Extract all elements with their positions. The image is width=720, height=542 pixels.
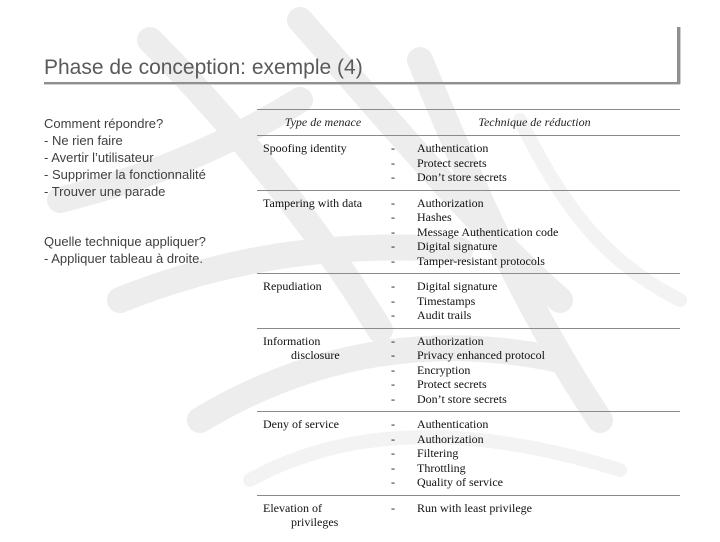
technique-cell — [389, 136, 680, 191]
threat-cell — [257, 190, 389, 274]
technique-item: - Protect secrets — [391, 155, 487, 170]
threat-cell — [257, 412, 389, 496]
table-header-row — [257, 110, 680, 136]
technique-question-block — [44, 233, 254, 267]
technique-item: - Quality of service — [391, 475, 503, 489]
technique-answer: - Appliquer tableau à droite. — [44, 251, 203, 266]
threat-cell — [257, 274, 389, 329]
technique-item: - Don’t store secrets — [391, 170, 507, 184]
technique-item: - Authentication — [391, 141, 489, 155]
technique-item: - Hashes — [391, 210, 452, 224]
technique-cell — [389, 190, 680, 274]
table-row — [257, 495, 680, 542]
technique-item: - Privacy enhanced protocol — [391, 348, 545, 362]
header-mitigation-technique: Technique de réduction — [389, 110, 680, 136]
technique-cell — [389, 328, 680, 412]
response-question: Comment répondre? — [44, 116, 164, 131]
technique-item: - Authorization — [391, 333, 484, 348]
technique-item: - Authorization — [391, 431, 484, 446]
technique-cell — [389, 412, 680, 496]
threat-mitigation-table — [257, 109, 680, 542]
response-option: - Supprimer la fonctionnalité — [44, 167, 206, 182]
technique-cell — [389, 274, 680, 329]
threat-name: Deny of service — [263, 417, 339, 431]
technique-item: - Authorization — [391, 195, 484, 210]
technique-item: - Tamper-resistant protocols — [391, 253, 545, 268]
threat-name: Elevation of privileges — [263, 500, 339, 529]
table-row — [257, 274, 680, 329]
table-row — [257, 412, 680, 496]
technique-question: Quelle technique appliquer? — [44, 234, 206, 249]
technique-item: - Timestamps — [391, 293, 476, 308]
header-threat-type: Type de menace — [257, 110, 389, 136]
threat-cell — [257, 495, 389, 542]
response-option: - Ne rien faire — [44, 133, 123, 148]
table-row — [257, 190, 680, 274]
threat-cell — [257, 136, 389, 191]
technique-item: - Audit trails — [391, 308, 472, 322]
technique-item: - Digital signature — [391, 279, 498, 293]
response-options — [44, 115, 254, 200]
technique-item: - Throttling — [391, 460, 466, 475]
technique-item: - Don’t store secrets — [391, 391, 507, 406]
table-row — [257, 136, 680, 191]
technique-item: - Filtering — [391, 446, 459, 460]
title-underline — [44, 82, 680, 84]
threat-name: Tampering with data — [263, 195, 363, 210]
table-row — [257, 328, 680, 412]
threat-name: Information disclosure — [263, 333, 340, 362]
slide-title: Phase de conception: exemple (4) — [44, 56, 363, 79]
technique-item: - Digital signature — [391, 239, 498, 253]
technique-item: - Protect secrets — [391, 377, 487, 391]
technique-cell — [389, 495, 680, 542]
technique-item: - Run with least privilege — [391, 500, 532, 515]
technique-item: - Authentication — [391, 417, 489, 431]
title-vertical-rule — [677, 27, 680, 84]
threat-name: Spoofing identity — [263, 141, 347, 155]
response-option: - Trouver une parade — [44, 184, 166, 199]
response-option: - Avertir l’utilisateur — [44, 150, 154, 165]
threat-name: Repudiation — [263, 279, 322, 293]
threat-cell — [257, 328, 389, 412]
technique-item: - Message Authentication code — [391, 224, 559, 239]
technique-item: - Encryption — [391, 362, 471, 377]
